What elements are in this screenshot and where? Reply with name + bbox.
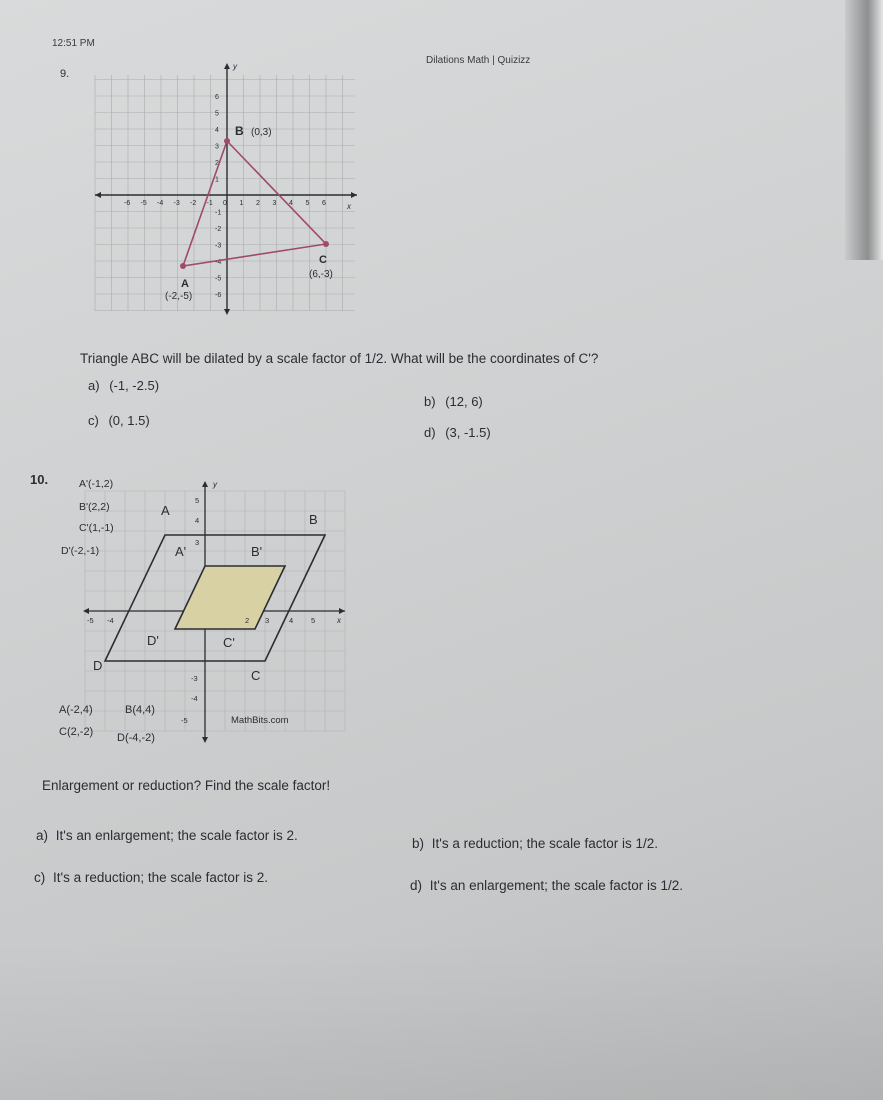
x-tick-label: -2 — [190, 200, 197, 207]
svg-text:4: 4 — [289, 616, 294, 625]
y-axis-arrow-down — [202, 737, 208, 743]
y-axis-label: y — [233, 62, 237, 71]
coord-b: (0,3) — [251, 127, 272, 138]
q10-option-d[interactable] — [410, 878, 683, 893]
svg-text:2: 2 — [245, 616, 250, 625]
label-c: C — [319, 254, 327, 266]
y-tick-label: -3 — [215, 242, 222, 250]
y-tick-label: 5 — [215, 110, 219, 118]
option-letter: d) — [424, 425, 436, 440]
option-letter: b) — [424, 394, 436, 409]
x-axis-arrow-left — [95, 192, 101, 198]
x-tick-label: 1 — [239, 200, 244, 207]
svg-text:-5: -5 — [181, 716, 188, 725]
x-axis-arrow-left — [83, 608, 89, 614]
page-title: Dilations Math | Quizizz — [426, 55, 531, 66]
vertex-c: C — [251, 668, 261, 683]
svg-text:-4: -4 — [107, 616, 114, 625]
q9-option-a[interactable] — [88, 378, 159, 393]
page-bottom-shade — [0, 940, 883, 1100]
option-text: It's an enlargement; the scale factor is 2. — [55, 828, 298, 843]
y-tick-label: 2 — [215, 160, 219, 167]
option-text: It's a reduction; the scale factor is 1/2. — [431, 836, 658, 851]
vertex-a: A — [161, 503, 170, 518]
point-c — [323, 241, 329, 247]
label-d-prime-coord: D'(-2,-1) — [61, 545, 100, 557]
option-text: (0, 1.5) — [108, 413, 150, 428]
page-edge-shadow — [845, 0, 883, 260]
vertex-a-prime: A' — [175, 544, 187, 559]
y-tick-label: -5 — [215, 275, 222, 283]
label-b-prime-coord: B'(2,2) — [79, 501, 110, 513]
option-text: (-1, -2.5) — [109, 378, 160, 393]
svg-text:-3: -3 — [191, 674, 198, 683]
svg-text:4: 4 — [195, 516, 200, 525]
vertex-b-prime: B' — [251, 544, 263, 559]
q10-option-a[interactable] — [36, 828, 298, 843]
x-tick-label: 2 — [256, 200, 260, 207]
x-tick-label: -6 — [124, 200, 131, 207]
tick-labels — [124, 94, 326, 299]
svg-text:3: 3 — [195, 538, 200, 547]
timestamp: 12:51 PM — [52, 38, 95, 49]
label-a-coord: A(-2,4) — [59, 704, 93, 716]
vertex-b: B — [309, 512, 318, 527]
option-text: It's a reduction; the scale factor is 2. — [53, 870, 268, 885]
option-letter: d) — [410, 878, 423, 893]
y-tick-label: -6 — [215, 292, 222, 299]
y-axis-arrow-up — [202, 481, 208, 487]
y-tick-label: -4 — [215, 259, 222, 266]
x-tick-label: 0 — [223, 200, 227, 207]
y-tick-label: 1 — [215, 176, 219, 184]
label-c-coord: C(2,-2) — [59, 726, 94, 738]
point-b — [224, 138, 230, 144]
label-d-coord: D(-4,-2) — [117, 732, 155, 744]
x-tick-label: -3 — [173, 200, 180, 207]
y-tick-label: 3 — [215, 143, 219, 151]
label-b-coord: B(4,4) — [125, 704, 155, 716]
y-tick-label: 6 — [215, 94, 219, 101]
y-tick-label: -1 — [215, 209, 222, 217]
svg-text:-5: -5 — [87, 616, 94, 625]
vertex-d: D — [93, 658, 103, 673]
svg-text:5: 5 — [311, 616, 316, 625]
q10-option-c[interactable] — [34, 870, 268, 885]
question-9-number: 9. — [60, 68, 70, 80]
q9-option-c[interactable] — [88, 413, 150, 428]
option-text: It's an enlargement; the scale factor is 1/2. — [429, 878, 683, 893]
point-a — [180, 263, 186, 269]
question-10-graph — [55, 465, 355, 755]
vertex-d-prime: D' — [147, 633, 159, 648]
vertex-c-prime: C' — [223, 635, 235, 650]
question-9-text: Triangle ABC will be dilated by a scale factor of 1/2. What will be the coordinates of C'? — [80, 351, 599, 366]
x-axis-arrow-right — [339, 608, 345, 614]
x-axis-label: x — [337, 616, 341, 625]
option-text: (3, -1.5) — [445, 425, 491, 440]
q9-option-d[interactable] — [424, 425, 491, 440]
q10-option-b[interactable] — [412, 836, 658, 851]
x-tick-label: -4 — [157, 200, 164, 207]
x-tick-label: 3 — [272, 200, 277, 207]
x-tick-label: 4 — [289, 200, 293, 207]
x-tick-label: -5 — [140, 200, 147, 207]
svg-text:3: 3 — [265, 616, 270, 625]
y-tick-label: -2 — [215, 226, 222, 233]
label-a: A — [181, 278, 189, 290]
label-a-prime-coord: A'(-1,2) — [79, 478, 114, 490]
coord-c: (6,-3) — [309, 269, 333, 280]
y-axis-arrow-down — [224, 309, 230, 315]
option-letter: c) — [34, 870, 46, 885]
watermark: MathBits.com — [231, 715, 289, 726]
option-letter: a) — [36, 828, 49, 843]
x-axis-label: x — [347, 202, 351, 211]
svg-text:-4: -4 — [191, 694, 198, 703]
q9-option-b[interactable] — [424, 394, 483, 409]
label-c-prime-coord: C'(1,-1) — [79, 522, 114, 534]
option-letter: a) — [88, 378, 100, 393]
x-axis-arrow-right — [351, 192, 357, 198]
question-10-text: Enlargement or reduction? Find the scale factor! — [42, 778, 331, 793]
y-axis-label: y — [213, 480, 217, 489]
y-tick-label: 4 — [215, 127, 219, 134]
option-letter: b) — [412, 836, 425, 851]
x-tick-label: 5 — [305, 200, 310, 207]
y-axis-arrow-up — [224, 63, 230, 69]
label-b: B — [235, 124, 244, 138]
x-tick-label: -1 — [206, 200, 213, 207]
coord-a: (-2,-5) — [165, 291, 193, 302]
question-9-graph — [85, 55, 375, 315]
option-letter: c) — [88, 413, 99, 428]
question-10-number: 10. — [30, 472, 49, 487]
svg-text:5: 5 — [195, 496, 200, 505]
option-text: (12, 6) — [445, 394, 483, 409]
x-tick-label: 6 — [322, 200, 326, 207]
